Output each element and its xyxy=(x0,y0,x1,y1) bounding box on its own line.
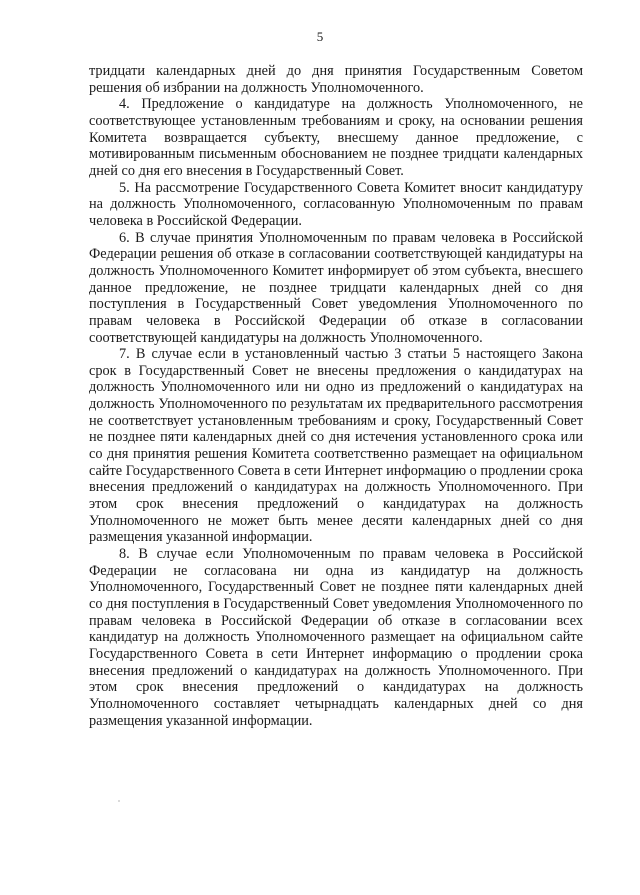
paragraph-continuation: тридцати календарных дней до дня принятия Государственным Советом решения об избрании на должность Уполномоченного. xyxy=(89,63,583,96)
paragraph-4: 4. Предложение о кандидатуре на должность Уполномоченного, не соответствующее установленным требованиям и сроку, на основании решения Комитета возвращается субъекту, внесшему данное предложение, с мотивированным письменным обоснованием не позднее тридцати календарных дней со дня его внесения в Государственный Совет. xyxy=(89,96,583,179)
paragraph-6: 6. В случае принятия Уполномоченным по правам человека в Российской Федерации решения об отказе в согласовании соответствующей кандидатуры на должность Уполномоченного Комитет информирует об этом субъекта, внесшего данное предложение, не позднее тридцати календарных дней со дня поступления в Государственный Совет уведомления Уполномоченного по правам человека в Российской Федерации об отказе в согласовании соответствующей кандидатуры на должность Уполномоченного. xyxy=(89,229,583,346)
page-number: 5 xyxy=(316,29,324,44)
scan-speck xyxy=(118,800,120,802)
paragraph-5: 5. На рассмотрение Государственного Совета Комитет вносит кандидатуру на должность Уполномоченного, согласованную Уполномоченным по правам человека в Российской Федерации. xyxy=(89,179,583,229)
paragraph-8: 8. В случае если Уполномоченным по правам человека в Российской Федерации не согласована ни одна из кандидатур на должность Уполномоченного, Государственный Совет не позднее пяти календарных дней со дня поступления в Государственный Совет уведомления Уполномоченного по правам человека в Российской Федерации об отказе в согласовании всех кандидатур на должность Уполномоченного размещает на официальном сайте Государственного Совета в сети Интернет информацию о продлении срока внесения предложений о кандидатурах на должность Уполномоченного. При этом срок внесения предложений о кандидатурах на должность Уполномоченного составляет четырнадцать календарных дней со дня размещения указанной информации. xyxy=(89,546,583,729)
paragraph-7: 7. В случае если в установленный частью 3 статьи 5 настоящего Закона срок в Государственный Совет не внесены предложения о кандидатурах на должность Уполномоченного или ни одно из предложений о кандидатурах на должность Уполномоченного по результатам их предварительного рассмотрения не соответствует установленным требованиям и сроку, Государственный Совет не позднее пяти календарных дней со дня истечения установленного срока или со дня принятия решения Комитета соответственно размещает на официальном сайте Государственного Совета в сети Интернет информацию о продлении срока внесения предложений о кандидатурах на должность Уполномоченного. При этом срок внесения предложений о кандидатурах на должность Уполномоченного не может быть менее десяти календарных дней со дня размещения указанной информации. xyxy=(89,346,583,546)
document-body xyxy=(89,63,583,729)
